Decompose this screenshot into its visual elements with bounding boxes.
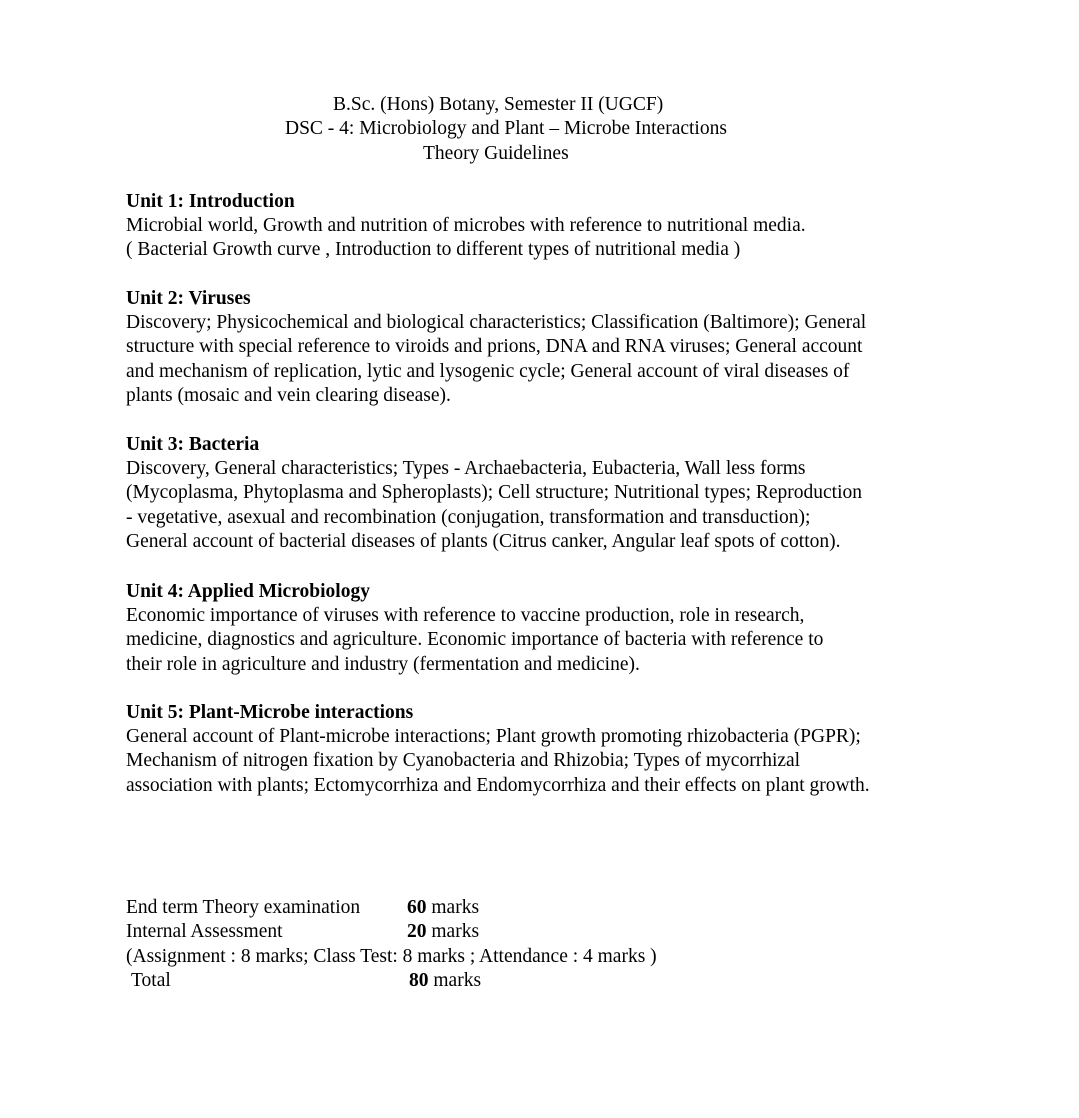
- total-value: 80: [409, 970, 429, 992]
- unit-text-line: Economic importance of viruses with reference to vaccine production, role in research,: [126, 605, 805, 626]
- end-term-row: [126, 896, 826, 920]
- end-term-label: End term Theory examination: [126, 897, 361, 918]
- unit-text-line: General account of Plant-microbe interactions; Plant growth promoting rhizobacteria (PGPR);: [126, 726, 861, 747]
- paper-title: DSC - 4: Microbiology and Plant – Microbe Interactions: [285, 118, 727, 139]
- unit-section-3: [126, 433, 946, 555]
- unit-text-line: - vegetative, asexual and recombination (conjugation, transformation and transduction);: [126, 506, 811, 528]
- unit-text-line: their role in agriculture and industry (fermentation and medicine).: [126, 653, 640, 675]
- unit-text-line: and mechanism of replication, lytic and lysogenic cycle; General account of viral diseases of: [126, 360, 850, 382]
- end-term-marks: [407, 896, 479, 920]
- course-title: B.Sc. (Hons) Botany, Semester II (UGCF): [333, 94, 664, 115]
- unit-section-4: [126, 580, 946, 677]
- unit-text-line: Discovery, General characteristics; Types - Archaebacteria, Eubacteria, Wall less forms: [126, 458, 806, 479]
- unit-section-5: [126, 701, 946, 798]
- internal-assessment-label: Internal Assessment: [126, 921, 283, 943]
- total-marks: [409, 969, 481, 993]
- unit-section-2: [126, 287, 946, 409]
- internal-assessment-row: [126, 920, 826, 944]
- internal-assessment-value: 20: [407, 921, 427, 943]
- unit-heading: Unit 4: Applied Microbiology: [126, 581, 370, 602]
- unit-text-line: Mechanism of nitrogen fixation by Cyanobacteria and Rhizobia; Types of mycorrhizal: [126, 750, 801, 772]
- unit-text-line: association with plants; Ectomycorrhiza and Endomycorrhiza and their effects on plant growth.: [126, 774, 870, 796]
- unit-text-line: Discovery; Physicochemical and biological characteristics; Classification (Baltimore); General: [126, 312, 867, 333]
- unit-heading: Unit 5: Plant-Microbe interactions: [126, 702, 414, 723]
- marks-unit: marks: [431, 897, 480, 918]
- unit-heading: Unit 1: Introduction: [126, 191, 295, 212]
- unit-heading: Unit 2: Viruses: [126, 288, 251, 309]
- unit-text-line: ( Bacterial Growth curve , Introduction to different types of nutritional media ): [126, 239, 741, 261]
- unit-heading: Unit 3: Bacteria: [126, 434, 260, 455]
- marks-unit: marks: [431, 921, 480, 943]
- unit-text-line: structure with special reference to viroids and prions, DNA and RNA viruses; General account: [126, 336, 863, 358]
- guidelines-subtitle: Theory Guidelines: [423, 143, 569, 164]
- total-label: Total: [131, 970, 171, 992]
- unit-text-line: Microbial world, Growth and nutrition of microbes with reference to nutritional media.: [126, 215, 806, 236]
- unit-text-line: (Mycoplasma, Phytoplasma and Spheroplasts); Cell structure; Nutritional types; Reproduction: [126, 482, 863, 504]
- unit-text-line: General account of bacterial diseases of plants (Citrus canker, Angular leaf spots of cotton).: [126, 531, 841, 553]
- assessment-breakdown: (Assignment : 8 marks; Class Test: 8 marks ; Attendance : 4 marks ): [126, 945, 657, 967]
- internal-assessment-marks: [407, 920, 479, 944]
- assessment-breakdown-row: [126, 945, 826, 969]
- end-term-value: 60: [407, 897, 427, 918]
- marks-unit: marks: [433, 970, 482, 992]
- unit-text-line: plants (mosaic and vein clearing disease).: [126, 385, 451, 407]
- unit-text-line: medicine, diagnostics and agriculture. Economic importance of bacteria with reference to: [126, 629, 824, 651]
- unit-section-1: [126, 190, 946, 263]
- total-row: [126, 969, 826, 993]
- marks-distribution: [126, 896, 826, 994]
